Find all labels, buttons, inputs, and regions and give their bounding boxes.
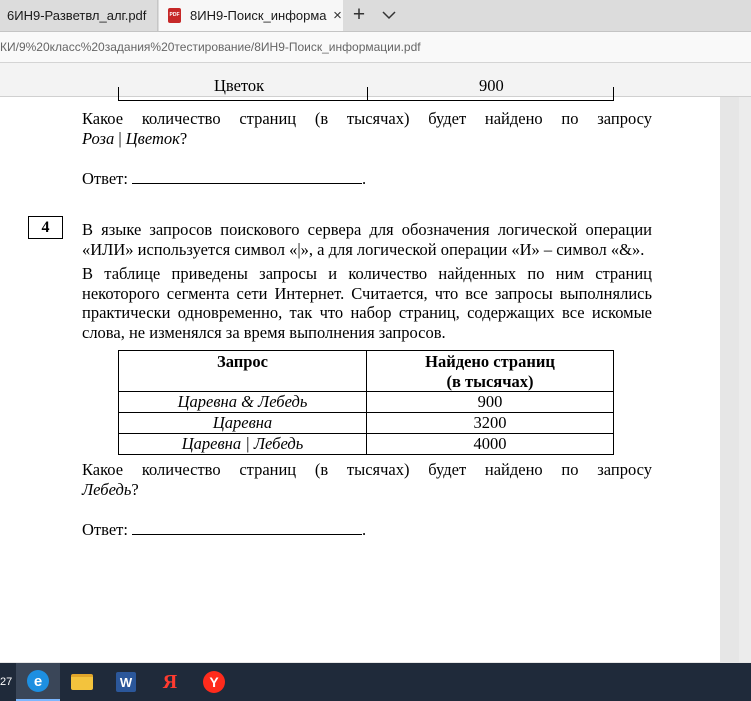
tab-poisk-informacii[interactable] — [159, 0, 343, 31]
taskbar-edge[interactable] — [16, 663, 60, 701]
table-header-row — [119, 351, 614, 392]
table-row — [119, 434, 614, 455]
query-text: Царевна & Лебедь — [177, 392, 308, 412]
query-term: Лебедь — [82, 480, 132, 499]
table-row — [119, 392, 614, 413]
table-header-query: Запрос — [119, 351, 367, 392]
close-icon[interactable]: × — [333, 7, 342, 24]
url-text[interactable]: КИ/9%20класс%20задания%20тестирование/8ИН9-Поиск_информации.pdf — [0, 40, 421, 54]
answer-label: Ответ: — [82, 520, 128, 539]
scrollbar[interactable] — [739, 97, 751, 662]
chevron-down-icon[interactable] — [378, 4, 400, 26]
task4-paragraph2: В таблице приведены запросы и количество найденных по ним страниц некоторого сегмента сети Интернет. Считается, что все запросы выполнялись практически одновременно, так что набор страниц, содержащих все искомые слова, не изменялся за время выполнения запросов. — [82, 264, 652, 342]
question-mark: ? — [179, 129, 188, 148]
table-cell-query — [119, 392, 367, 413]
edge-icon: e — [27, 670, 49, 692]
prev-question-line2 — [82, 129, 652, 149]
prev-table-cell: 900 — [479, 76, 504, 95]
query-term: Цветок — [125, 129, 180, 148]
task4-answer — [82, 520, 366, 540]
table-header-found — [367, 351, 614, 392]
prev-answer — [82, 169, 366, 189]
taskbar-word[interactable] — [104, 663, 148, 701]
address-bar[interactable] — [0, 32, 751, 63]
prev-table-bottom — [118, 76, 614, 101]
answer-end: . — [361, 169, 367, 188]
folder-icon — [71, 674, 93, 690]
query-text: Царевна | Лебедь — [181, 434, 304, 454]
yandex-browser-icon: Я — [162, 670, 178, 693]
tab-razvetvl[interactable] — [0, 0, 158, 31]
answer-end: . — [361, 520, 367, 539]
word-icon: W — [116, 672, 136, 692]
table-cell-query — [119, 434, 367, 455]
prev-table-cell: Цветок — [214, 76, 265, 95]
query-term: Роза — [82, 129, 115, 148]
taskbar-yandex[interactable] — [192, 663, 236, 701]
task4-paragraph1: В языке запросов поискового сервера для обозначения логической операции «ИЛИ» используется символ «|», а для логической операции «И» – символ «&». — [82, 220, 652, 259]
header-found-line2: (в тысячах) — [446, 371, 534, 391]
answer-line — [132, 169, 362, 184]
table-cell-found: 3200 — [367, 413, 614, 434]
task4-question-line1: Какое количество страниц (в тысячах) будет найдено по запросу — [82, 460, 652, 479]
header-found-line1: Найдено страниц — [425, 352, 555, 371]
query-table — [118, 350, 614, 455]
clock-fragment: 27 — [0, 676, 13, 688]
taskbar-yandex-browser[interactable] — [148, 663, 192, 701]
tab-title: 8ИН9-Поиск_информа — [190, 8, 327, 23]
tab-bar — [0, 0, 751, 32]
pdf-page — [0, 76, 720, 662]
prev-question-line1: Какое количество страниц (в тысячах) будет найдено по запросу — [82, 109, 652, 128]
pdf-icon — [168, 8, 181, 23]
query-text: Царевна — [212, 413, 273, 433]
prev-table-divider — [367, 87, 368, 101]
answer-label: Ответ: — [82, 169, 128, 188]
task-number-box: 4 — [28, 216, 63, 239]
task4-question-line2 — [82, 480, 652, 500]
table-cell-query — [119, 413, 367, 434]
yandex-icon: Y — [203, 671, 225, 693]
answer-line — [132, 520, 362, 535]
pdf-viewport[interactable] — [0, 76, 751, 662]
new-tab-icon[interactable]: + — [352, 3, 366, 26]
table-cell-found: 900 — [367, 392, 614, 413]
table-row — [119, 413, 614, 434]
question-mark: ? — [131, 480, 139, 499]
taskbar — [0, 663, 751, 701]
table-cell-found: 4000 — [367, 434, 614, 455]
taskbar-file-explorer[interactable] — [60, 663, 104, 701]
query-operator: | — [114, 129, 126, 148]
tab-title: 6ИН9-Разветвл_алг.pdf — [7, 8, 147, 23]
